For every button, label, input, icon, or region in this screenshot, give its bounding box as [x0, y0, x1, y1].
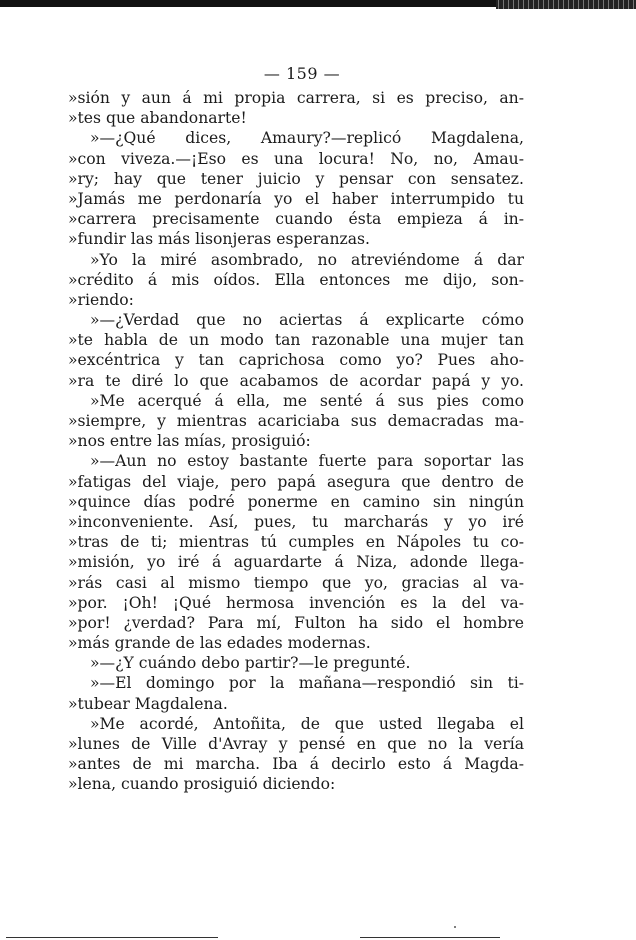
text-line: »antes de mi marcha. Iba á decirlo esto á Magda-: [68, 755, 524, 774]
text-line: »Yo la miré asombrado, no atreviéndome á dar: [90, 250, 524, 269]
text-line: »lena, cuando prosiguió diciendo:: [68, 775, 336, 794]
text-line: »ra te diré lo que acabamos de acordar papá y yo.: [68, 371, 524, 390]
text-line: »sión y aun á mi propia carrera, si es preciso, an-: [68, 89, 524, 107]
text-line: »—¿Y cuándo debo partir?—le pregunté.: [90, 654, 411, 673]
text-line: »fundir las más lisonjeras esperanzas.: [68, 230, 370, 249]
paper-speck: [454, 926, 456, 928]
text-line: »más grande de las edades modernas.: [68, 634, 371, 653]
text-line: »por! ¿verdad? Para mí, Fulton ha sido el hombre: [68, 613, 524, 632]
text-line: »quince días podré ponerme en camino sin ningún: [68, 492, 524, 511]
text-line: »crédito á mis oídos. Ella entonces me dijo, son-: [68, 270, 524, 289]
text-line: »por. ¡Oh! ¡Qué hermosa invención es la del va-: [68, 593, 524, 612]
text-line: »fatigas del viaje, pero papá asegura que dentro de: [68, 472, 524, 491]
bottom-rule-left: [6, 937, 218, 938]
bottom-rule-right: [360, 937, 500, 938]
text-line: »Jamás me perdonaría yo el haber interrumpido tu: [68, 189, 524, 208]
text-line: »carrera precisamente cuando ésta empieza á in-: [68, 210, 524, 229]
text-line: »riendo:: [68, 290, 134, 309]
body-text: [68, 88, 524, 795]
text-line: »—Aun no estoy bastante fuerte para soportar las: [90, 452, 524, 471]
text-line: »tras de ti; mientras tú cumples en Nápoles tu co-: [68, 533, 524, 552]
text-line: »ry; hay que tener juicio y pensar con sensatez.: [68, 169, 524, 188]
text-line: »nos entre las mías, prosiguió:: [68, 432, 311, 451]
text-line: »inconveniente. Así, pues, tu marcharás y yo iré: [68, 512, 524, 531]
text-line: »te habla de un modo tan razonable una mujer tan: [68, 331, 524, 350]
text-line: »excéntrica y tan caprichosa como yo? Pues aho-: [68, 351, 524, 370]
page-number: — 159 —: [263, 64, 341, 83]
text-line: »Me acerqué á ella, me senté á sus pies como: [90, 391, 524, 410]
text-line: »Me acordé, Antoñita, de que usted llegaba el: [90, 714, 524, 733]
text-line: »lunes de Ville d'Avray y pensé en que no la vería: [68, 735, 524, 753]
text-line: »misión, yo iré á aguardarte á Niza, adonde llega-: [68, 553, 524, 572]
text-line: »—¿Qué dices, Amaury?—replicó Magdalena,: [90, 129, 524, 148]
text-line: »con viveza.—¡Eso es una locura! No, no, Amau-: [68, 149, 524, 168]
text-line: »siempre, y mientras acariciaba sus demacradas ma-: [68, 412, 524, 430]
text-line: »tubear Magdalena.: [68, 694, 228, 713]
text-line: »—¿Verdad que no aciertas á explicarte cómo: [90, 311, 524, 330]
page-top-edge-texture: [496, 0, 636, 9]
text-line: »tes que abandonarte!: [68, 109, 247, 128]
text-line: »rás casi al mismo tiempo que yo, gracias al va-: [68, 573, 524, 592]
text-line: »—El domingo por la mañana—respondió sin ti-: [90, 674, 524, 693]
